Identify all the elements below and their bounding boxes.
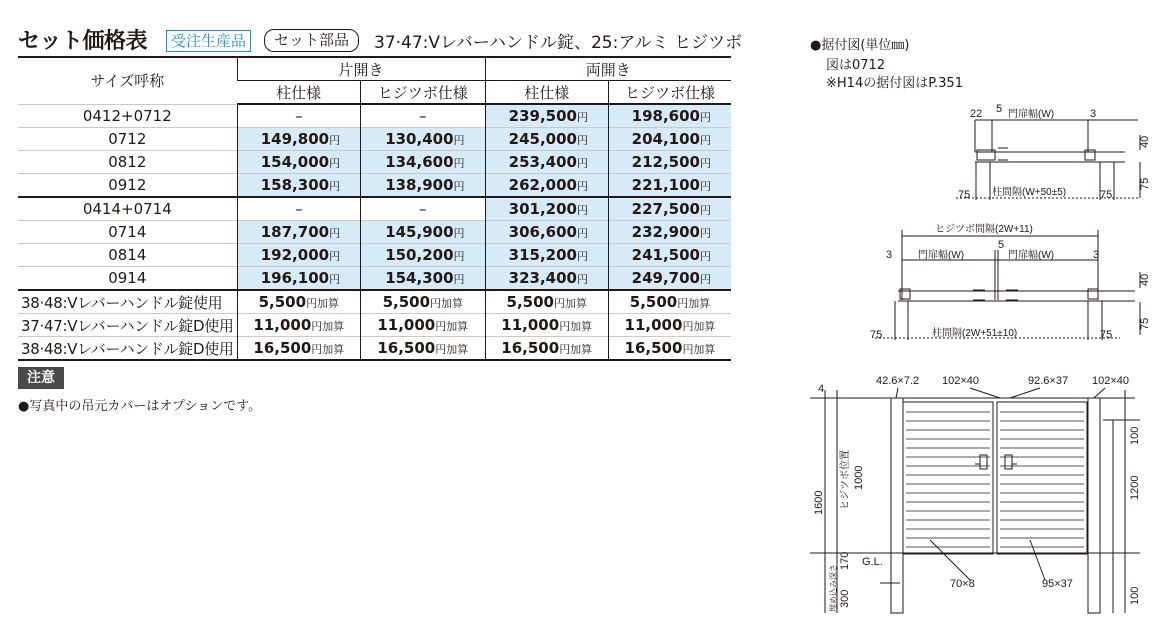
price-cell [361, 174, 485, 198]
addon-unit: 円加算 [553, 297, 587, 310]
table-row [18, 197, 731, 221]
price-unit: 円 [700, 157, 711, 170]
price-unit: 円 [576, 111, 588, 124]
price-value: 239,500 [508, 107, 577, 125]
price-unit: 円 [329, 273, 341, 286]
addon-value: 16,500 [253, 339, 312, 357]
price-cell: – [361, 104, 485, 128]
price-unit: 円 [576, 180, 588, 193]
dim-label: 42.6×7.2 [876, 375, 920, 387]
dim-label: ヒジツボ間隔(2W+11) [935, 224, 1033, 235]
addon-cell [361, 290, 485, 314]
addon-row [18, 337, 731, 361]
price-unit: 円 [576, 204, 588, 217]
price-value: 323,400 [508, 269, 577, 287]
price-cell: – [237, 197, 360, 221]
price-value: 241,500 [631, 246, 700, 264]
addon-cell [237, 337, 360, 361]
addon-value: 16,500 [624, 339, 683, 357]
dim-label: G.L. [862, 556, 883, 568]
price-value: 158,300 [260, 176, 330, 194]
dim-label: 75 [1100, 329, 1113, 341]
elevation-view [810, 388, 1140, 613]
price-unit: 円 [329, 180, 341, 193]
price-cell [361, 221, 485, 244]
dim-label: 1000 [853, 465, 865, 490]
price-value: 150,200 [385, 246, 454, 264]
price-unit: 円 [329, 227, 341, 240]
price-cell [485, 267, 608, 291]
price-unit: 円 [700, 227, 711, 240]
table-row [18, 128, 731, 151]
note-text: ●写真中の吊元カバーはオプションです。 [18, 399, 262, 414]
addon-unit: 円加算 [682, 343, 716, 356]
price-value: 154,000 [260, 153, 330, 171]
price-unit: 円 [453, 134, 465, 147]
addon-unit: 円加算 [430, 297, 464, 310]
price-cell [485, 104, 608, 128]
price-cell [237, 221, 360, 244]
table-row [18, 104, 731, 128]
dim-label: 95×37 [1042, 578, 1073, 590]
dim-label: 75 [1139, 317, 1151, 330]
dim-label: 102×40 [1092, 375, 1130, 387]
price-cell [361, 128, 485, 151]
addon-row [18, 290, 731, 314]
dim-label: 柱間隔(W+50±5) [992, 187, 1067, 198]
dim-label: 3 [886, 249, 893, 261]
price-value: 221,100 [631, 176, 700, 194]
dim-label: 門扉幅(W) [918, 250, 965, 261]
dim-label: 40 [1139, 135, 1151, 148]
installation-diagram [780, 90, 1170, 618]
price-unit: 円 [700, 204, 711, 217]
price-unit: 円 [453, 273, 465, 286]
dim-label: 100 [1129, 586, 1141, 605]
addon-value: 5,500 [382, 293, 431, 311]
price-value: 138,900 [385, 176, 454, 194]
price-cell [361, 267, 485, 291]
dim-label: ヒジツボ位置 [840, 450, 851, 510]
price-unit: 円 [576, 227, 588, 240]
plan-view-double-labels [870, 223, 1151, 341]
made-to-order-badge: 受注生産品 [166, 30, 251, 52]
price-cell [608, 104, 731, 128]
addon-cell [237, 314, 360, 337]
price-cell [485, 221, 608, 244]
dim-label: 100 [1129, 426, 1141, 445]
price-unit: 円 [329, 250, 341, 263]
dim-label: 3 [1093, 249, 1100, 261]
dim-label: 75 [1139, 177, 1151, 190]
price-cell [608, 174, 731, 198]
price-unit: 円 [576, 250, 588, 263]
dim-label: 埋め込み深さ [829, 564, 838, 612]
diagram-title: ●据付図(単位㎜) [810, 38, 910, 53]
note-tag: 注意 [18, 367, 64, 389]
page-subtitle: 37·47:Vレバーハンドル錠、25:アルミ ヒジツボ [374, 33, 743, 53]
price-cell [608, 197, 731, 221]
size-cell: 0712 [18, 128, 237, 151]
table-row [18, 151, 731, 174]
price-value: 315,200 [508, 246, 577, 264]
size-cell: 0714 [18, 221, 237, 244]
price-cell [361, 244, 485, 267]
price-cell [608, 128, 731, 151]
price-value: 154,300 [385, 269, 454, 287]
addon-value: 5,500 [506, 293, 554, 311]
price-cell: – [237, 104, 360, 128]
price-cell [608, 221, 731, 244]
price-unit: 円 [700, 134, 711, 147]
price-unit: 円 [453, 250, 465, 263]
price-cell [485, 128, 608, 151]
sub-header: ヒジツボ仕様 [361, 81, 485, 105]
size-cell: 0912 [18, 174, 237, 198]
price-value: 301,200 [508, 200, 577, 218]
price-unit: 円 [329, 157, 341, 170]
price-value: 204,100 [631, 130, 700, 148]
price-cell [237, 267, 360, 291]
dim-label: 300 [839, 589, 851, 608]
diagram-note: ※H14の据付図はP.351 [826, 76, 963, 91]
dim-label: 75 [1100, 189, 1113, 201]
price-value: 232,900 [631, 223, 700, 241]
price-value: 253,400 [508, 153, 577, 171]
addon-label: 38·48:Vレバーハンドル錠D使用 [18, 337, 237, 361]
dim-label: 5 [996, 103, 1003, 115]
price-cell [237, 244, 360, 267]
sub-header: 柱仕様 [485, 81, 608, 105]
table-row [18, 221, 731, 244]
sub-header: 柱仕様 [237, 81, 360, 105]
set-parts-badge: セット部品 [264, 29, 359, 52]
elevation-labels [813, 375, 1141, 612]
addon-cell [608, 337, 731, 361]
addon-cell [485, 314, 608, 337]
dim-label: 4 [818, 383, 825, 395]
price-value: 196,100 [260, 269, 330, 287]
dim-label: 門扉幅(W) [1008, 250, 1055, 261]
dim-label: 22 [970, 108, 983, 120]
price-value: 262,000 [508, 176, 577, 194]
addon-value: 16,500 [377, 339, 436, 357]
addon-value: 5,500 [629, 293, 678, 311]
price-cell [361, 151, 485, 174]
price-value: 145,900 [385, 223, 454, 241]
dim-label: 3 [1090, 108, 1097, 120]
price-value: 198,600 [631, 107, 700, 125]
price-unit: 円 [700, 111, 711, 124]
table-row [18, 267, 731, 291]
addon-cell [237, 290, 360, 314]
addon-value: 11,000 [253, 316, 312, 334]
addon-label: 37·47:Vレバーハンドル錠D使用 [18, 314, 237, 337]
addon-unit: 円加算 [682, 320, 716, 333]
size-header: サイズ呼称 [90, 72, 165, 91]
dim-label: 75 [958, 189, 971, 201]
addon-cell [361, 314, 485, 337]
price-unit: 円 [453, 157, 465, 170]
price-cell: – [361, 197, 485, 221]
price-value: 227,500 [631, 200, 700, 218]
dim-label: 1200 [1129, 475, 1141, 500]
price-cell [485, 151, 608, 174]
addon-unit: 円加算 [435, 343, 469, 356]
price-table [18, 56, 731, 361]
addon-cell [485, 337, 608, 361]
price-unit: 円 [453, 227, 465, 240]
price-cell [608, 244, 731, 267]
dim-label: 1600 [813, 490, 825, 515]
price-cell [485, 197, 608, 221]
dim-label: 170 [839, 551, 851, 570]
table-header-row [18, 57, 731, 81]
price-unit: 円 [700, 180, 711, 193]
addon-cell [361, 337, 485, 361]
addon-value: 5,500 [258, 293, 307, 311]
price-value: 306,600 [508, 223, 577, 241]
price-value: 249,700 [631, 269, 700, 287]
dim-label: 92.6×37 [1028, 375, 1069, 387]
addon-value: 11,000 [624, 316, 683, 334]
price-unit: 円 [453, 180, 465, 193]
addon-unit: 円加算 [677, 297, 711, 310]
dim-label: 75 [870, 329, 883, 341]
price-cell [237, 128, 360, 151]
price-cell [237, 151, 360, 174]
addon-unit: 円加算 [311, 343, 345, 356]
size-cell: 0812 [18, 151, 237, 174]
price-cell [608, 267, 731, 291]
addon-cell [485, 290, 608, 314]
addon-cell [608, 314, 731, 337]
price-unit: 円 [576, 273, 588, 286]
dim-label: 5 [998, 239, 1005, 251]
price-unit: 円 [329, 134, 341, 147]
double-swing-header: 両開き [485, 57, 731, 81]
price-unit: 円 [576, 157, 588, 170]
size-cell: 0412+0712 [18, 104, 237, 128]
price-unit: 円 [576, 134, 588, 147]
sub-header: ヒジツボ仕様 [608, 81, 731, 105]
price-cell [237, 174, 360, 198]
addon-cell [608, 290, 731, 314]
size-cell: 0814 [18, 244, 237, 267]
table-row [18, 244, 731, 267]
addon-label: 38·48:Vレバーハンドル錠使用 [18, 290, 237, 314]
addon-value: 11,000 [501, 316, 560, 334]
price-value: 187,700 [260, 223, 330, 241]
dim-label: 102×40 [942, 375, 980, 387]
table-row [18, 174, 731, 198]
addon-unit: 円加算 [311, 320, 345, 333]
addon-unit: 円加算 [559, 320, 593, 333]
price-value: 212,500 [631, 153, 700, 171]
dim-label: 門扉幅(W) [1008, 109, 1055, 120]
single-swing-header: 片開き [237, 57, 485, 81]
price-cell [485, 174, 608, 198]
addon-value: 16,500 [501, 339, 560, 357]
page-title: セット価格表 [18, 29, 148, 54]
addon-unit: 円加算 [435, 320, 469, 333]
dim-label: 柱間隔(2W+51±10) [932, 328, 1018, 339]
price-value: 134,600 [385, 153, 454, 171]
price-value: 149,800 [260, 130, 330, 148]
price-cell [485, 244, 608, 267]
addon-row [18, 314, 731, 337]
addon-unit: 円加算 [559, 343, 593, 356]
dim-label: 40 [1139, 273, 1151, 286]
size-cell: 0414+0714 [18, 197, 237, 221]
price-value: 130,400 [385, 130, 454, 148]
price-cell [608, 151, 731, 174]
addon-unit: 円加算 [306, 297, 340, 310]
addon-value: 11,000 [377, 316, 436, 334]
size-cell: 0914 [18, 267, 237, 291]
diagram-note: 図は0712 [826, 58, 886, 73]
price-value: 192,000 [260, 246, 330, 264]
price-unit: 円 [700, 250, 711, 263]
price-unit: 円 [700, 273, 711, 286]
price-value: 245,000 [508, 130, 577, 148]
dim-label: 70×8 [950, 578, 975, 590]
plan-view-double [875, 230, 1140, 340]
